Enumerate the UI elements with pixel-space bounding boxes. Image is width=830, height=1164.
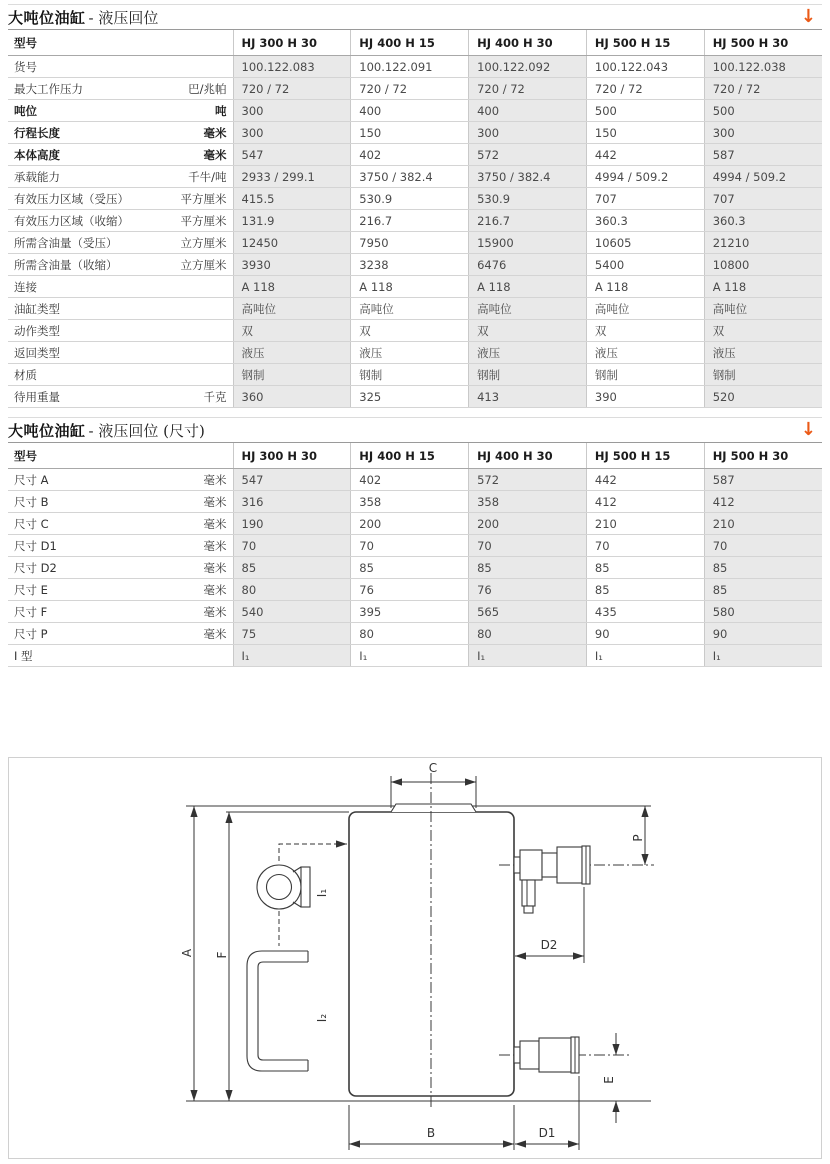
cell-value: 高吨位 [586, 298, 704, 320]
dim-label-P: P [631, 834, 645, 842]
cell-value: I₁ [586, 645, 704, 667]
cylinder-drawing [9, 758, 821, 1158]
row-label: I 型 [14, 648, 33, 663]
table-row [8, 491, 822, 513]
header-row [8, 30, 822, 56]
column-header: HJ 300 H 30 [233, 30, 351, 56]
cell-value: 402 [351, 469, 469, 491]
cell-value: 6476 [469, 254, 587, 276]
cell-value: A 118 [586, 276, 704, 298]
cell-value: I₁ [469, 645, 587, 667]
cell-value: 70 [351, 535, 469, 557]
cell-value: 70 [586, 535, 704, 557]
cell-value: 131.9 [233, 210, 351, 232]
cell-value: 412 [586, 491, 704, 513]
cell-value: 双 [586, 320, 704, 342]
row-label: 有效压力区域（受压） [14, 191, 129, 206]
cell-value: 80 [351, 623, 469, 645]
table-row [8, 100, 822, 122]
cell-value: 547 [233, 144, 351, 166]
cell-value: 530.9 [469, 188, 587, 210]
cell-value: 316 [233, 491, 351, 513]
row-unit: 吨 [215, 103, 227, 118]
table-row [8, 623, 822, 645]
cell-value: 100.122.091 [351, 56, 469, 78]
row-unit: 毫米 [203, 582, 227, 597]
cell-value: 150 [586, 122, 704, 144]
row-unit: 平方厘米 [180, 213, 227, 228]
cell-value: I₁ [233, 645, 351, 667]
dimension-table [8, 443, 822, 667]
header-row [8, 443, 822, 469]
saddle [391, 804, 476, 812]
row-label: 吨位 [14, 103, 37, 118]
cell-value: 高吨位 [351, 298, 469, 320]
cell-value: 395 [351, 601, 469, 623]
column-header: HJ 500 H 15 [586, 30, 704, 56]
cell-value: 高吨位 [469, 298, 587, 320]
row-unit: 平方厘米 [180, 191, 227, 206]
row-label: 油缸类型 [14, 301, 60, 316]
cell-value: 400 [351, 100, 469, 122]
cell-value: 双 [469, 320, 587, 342]
row-label: 材质 [14, 367, 37, 382]
row-label: 动作类型 [14, 323, 60, 338]
cell-value: 360 [233, 386, 351, 408]
dim-label-B: B [426, 1126, 436, 1140]
table-row [8, 298, 822, 320]
cell-value: 547 [233, 469, 351, 491]
cell-value: 液压 [469, 342, 587, 364]
cell-value: 210 [704, 513, 822, 535]
dim-B [349, 1105, 514, 1150]
cell-value: 216.7 [351, 210, 469, 232]
row-unit: 巴/兆帕 [188, 81, 227, 96]
row-unit: 立方厘米 [180, 257, 227, 272]
cell-value: 80 [469, 623, 587, 645]
row-label: 尺寸 D2 [14, 560, 57, 575]
dim-A [180, 806, 194, 1101]
cell-value: 720 / 72 [586, 78, 704, 100]
row-unit: 毫米 [203, 538, 227, 553]
table-row [8, 342, 822, 364]
cell-value: 3750 / 382.4 [469, 166, 587, 188]
table-title-bar [8, 418, 822, 443]
cell-value: 液压 [233, 342, 351, 364]
top-coupler [499, 846, 654, 913]
table-row [8, 364, 822, 386]
cell-value: 565 [469, 601, 587, 623]
cell-value: 5400 [586, 254, 704, 276]
table-row [8, 188, 822, 210]
table-row [8, 320, 822, 342]
spec-table-block [8, 4, 822, 408]
cell-value: 360.3 [704, 210, 822, 232]
dim-P [631, 806, 645, 865]
row-label: 尺寸 P [14, 626, 48, 641]
cell-value: 钢制 [704, 364, 822, 386]
table-row [8, 210, 822, 232]
row-unit: 毫米 [203, 626, 227, 641]
cell-value: 4994 / 509.2 [704, 166, 822, 188]
cell-value: 360.3 [586, 210, 704, 232]
cell-value: 435 [586, 601, 704, 623]
row-label: 返回类型 [14, 345, 60, 360]
dim-E [602, 1033, 616, 1123]
cell-value: 300 [233, 100, 351, 122]
cell-value: 300 [469, 122, 587, 144]
cell-value: 3930 [233, 254, 351, 276]
cell-value: 75 [233, 623, 351, 645]
table-subtitle: - 液压回位 (尺寸) [88, 421, 205, 440]
dim-label-D2: D2 [540, 938, 558, 952]
cell-value: 钢制 [351, 364, 469, 386]
cell-value: 587 [704, 469, 822, 491]
cell-value: A 118 [469, 276, 587, 298]
cell-value: 500 [586, 100, 704, 122]
cell-value: 720 / 72 [351, 78, 469, 100]
cell-value: 钢制 [233, 364, 351, 386]
cell-value: 85 [351, 557, 469, 579]
cell-value: 15900 [469, 232, 587, 254]
cell-value: 413 [469, 386, 587, 408]
cell-value: 572 [469, 144, 587, 166]
cell-value: 720 / 72 [469, 78, 587, 100]
table-row [8, 386, 822, 408]
column-header: HJ 400 H 30 [469, 443, 587, 469]
row-unit: 毫米 [203, 516, 227, 531]
row-unit: 毫米 [203, 494, 227, 509]
spec-table [8, 30, 822, 408]
column-header-model: 型号 [8, 443, 233, 469]
row-label: 所需含油量（收缩） [14, 257, 118, 272]
cell-value: 520 [704, 386, 822, 408]
cell-value: 720 / 72 [704, 78, 822, 100]
cell-value: 7950 [351, 232, 469, 254]
row-label: 货号 [14, 59, 37, 74]
row-label: 尺寸 E [14, 582, 48, 597]
cell-value: 85 [704, 557, 822, 579]
cell-value: 10800 [704, 254, 822, 276]
column-header: HJ 500 H 15 [586, 443, 704, 469]
cell-value: 2933 / 299.1 [233, 166, 351, 188]
cell-value: 587 [704, 144, 822, 166]
table-row [8, 78, 822, 100]
cell-value: 150 [351, 122, 469, 144]
row-label: 尺寸 A [14, 472, 49, 487]
column-header: HJ 300 H 30 [233, 443, 351, 469]
lifting-eye [257, 865, 310, 909]
dimension-table-block [8, 417, 822, 667]
table-row [8, 513, 822, 535]
row-label: 最大工作压力 [14, 81, 83, 96]
cell-value: 12450 [233, 232, 351, 254]
cell-value: 190 [233, 513, 351, 535]
column-header: HJ 500 H 30 [704, 30, 822, 56]
table-subtitle: - 液压回位 [88, 8, 159, 27]
cell-value: 100.122.083 [233, 56, 351, 78]
table-row [8, 276, 822, 298]
cell-value: 21210 [704, 232, 822, 254]
cell-value: 200 [351, 513, 469, 535]
cell-value: 高吨位 [704, 298, 822, 320]
column-header-model: 型号 [8, 30, 233, 56]
cell-value: 90 [586, 623, 704, 645]
bottom-coupler [499, 1037, 629, 1073]
cell-value: 300 [233, 122, 351, 144]
dim-label-C: C [428, 761, 438, 775]
row-unit: 毫米 [203, 125, 227, 140]
cell-value: 400 [469, 100, 587, 122]
table-row [8, 557, 822, 579]
cell-value: 85 [469, 557, 587, 579]
table-title: 大吨位油缸 [8, 8, 86, 27]
cell-value: 572 [469, 469, 587, 491]
cell-value: 85 [586, 557, 704, 579]
cell-value: 415.5 [233, 188, 351, 210]
cell-value: 液压 [351, 342, 469, 364]
table-row [8, 579, 822, 601]
cell-value: 70 [233, 535, 351, 557]
cell-value: 70 [469, 535, 587, 557]
leader-arrow [279, 844, 347, 861]
technical-drawing-panel [8, 757, 822, 1159]
cell-value: 76 [469, 579, 587, 601]
dim-C [391, 761, 476, 808]
cell-value: 358 [351, 491, 469, 513]
column-header: HJ 500 H 30 [704, 443, 822, 469]
row-unit: 立方厘米 [180, 235, 227, 250]
dim-label-I1: I₁ [315, 888, 329, 898]
cell-value: 216.7 [469, 210, 587, 232]
carrying-handle [247, 951, 308, 1071]
cell-value: 85 [586, 579, 704, 601]
row-label: 所需含油量（受压） [14, 235, 118, 250]
row-label: 尺寸 B [14, 494, 49, 509]
cell-value: 液压 [586, 342, 704, 364]
dim-label-A: A [180, 948, 194, 958]
column-header: HJ 400 H 30 [469, 30, 587, 56]
dim-label-D1: D1 [538, 1126, 556, 1140]
cell-value: 390 [586, 386, 704, 408]
cell-value: 100.122.092 [469, 56, 587, 78]
column-header: HJ 400 H 15 [351, 443, 469, 469]
cell-value: 高吨位 [233, 298, 351, 320]
cell-value: A 118 [704, 276, 822, 298]
cell-value: 358 [469, 491, 587, 513]
row-label: 尺寸 C [14, 516, 49, 531]
cell-value: A 118 [233, 276, 351, 298]
column-header: HJ 400 H 15 [351, 30, 469, 56]
table-title-bar [8, 5, 822, 30]
cell-value: 412 [704, 491, 822, 513]
cell-value: 双 [351, 320, 469, 342]
table-row [8, 645, 822, 667]
cell-value: 90 [704, 623, 822, 645]
cell-value: 402 [351, 144, 469, 166]
down-arrow-icon[interactable]: ↓ [800, 6, 816, 27]
cell-value: 442 [586, 469, 704, 491]
cell-value: 707 [704, 188, 822, 210]
cell-value: 钢制 [469, 364, 587, 386]
cell-value: 540 [233, 601, 351, 623]
dim-label-E: E [602, 1076, 616, 1084]
table-title: 大吨位油缸 [8, 421, 86, 440]
table-row [8, 122, 822, 144]
cell-value: 80 [233, 579, 351, 601]
row-label: 尺寸 D1 [14, 538, 57, 553]
row-unit: 毫米 [203, 560, 227, 575]
cell-value: 210 [586, 513, 704, 535]
dim-label-I2: I₂ [315, 1013, 329, 1023]
row-label: 连接 [14, 279, 37, 294]
table-row [8, 166, 822, 188]
cell-value: 3750 / 382.4 [351, 166, 469, 188]
table-row [8, 601, 822, 623]
table-row [8, 232, 822, 254]
cell-value: 580 [704, 601, 822, 623]
cell-value: 70 [704, 535, 822, 557]
cell-value: 100.122.043 [586, 56, 704, 78]
cell-value: 10605 [586, 232, 704, 254]
dim-label-F: F [215, 951, 229, 959]
cell-value: 500 [704, 100, 822, 122]
row-label: 待用重量 [14, 389, 60, 404]
cell-value: 442 [586, 144, 704, 166]
row-label: 承载能力 [14, 169, 60, 184]
dim-F [215, 812, 229, 1101]
row-unit: 千克 [203, 389, 227, 404]
dim-D1 [515, 1076, 579, 1150]
table-row [8, 254, 822, 276]
cell-value: 76 [351, 579, 469, 601]
cell-value: 85 [704, 579, 822, 601]
table-row [8, 469, 822, 491]
cell-value: 双 [704, 320, 822, 342]
cell-value: 707 [586, 188, 704, 210]
cell-value: 200 [469, 513, 587, 535]
cell-value: I₁ [704, 645, 822, 667]
cell-value: 液压 [704, 342, 822, 364]
down-arrow-icon[interactable]: ↓ [800, 419, 816, 440]
row-label: 行程长度 [14, 125, 60, 140]
cell-value: 300 [704, 122, 822, 144]
cell-value: 3238 [351, 254, 469, 276]
cell-value: A 118 [351, 276, 469, 298]
table-row [8, 535, 822, 557]
cell-value: 720 / 72 [233, 78, 351, 100]
cell-value: 530.9 [351, 188, 469, 210]
cell-value: I₁ [351, 645, 469, 667]
row-label: 本体高度 [14, 147, 60, 162]
row-label: 有效压力区域（收缩） [14, 213, 129, 228]
cell-value: 钢制 [586, 364, 704, 386]
row-unit: 千牛/吨 [188, 169, 227, 184]
row-unit: 毫米 [203, 147, 227, 162]
row-unit: 毫米 [203, 472, 227, 487]
row-unit: 毫米 [203, 604, 227, 619]
table-row [8, 56, 822, 78]
table-row [8, 144, 822, 166]
cell-value: 325 [351, 386, 469, 408]
row-label: 尺寸 F [14, 604, 48, 619]
cell-value: 85 [233, 557, 351, 579]
cell-value: 双 [233, 320, 351, 342]
cell-value: 100.122.038 [704, 56, 822, 78]
cell-value: 4994 / 509.2 [586, 166, 704, 188]
